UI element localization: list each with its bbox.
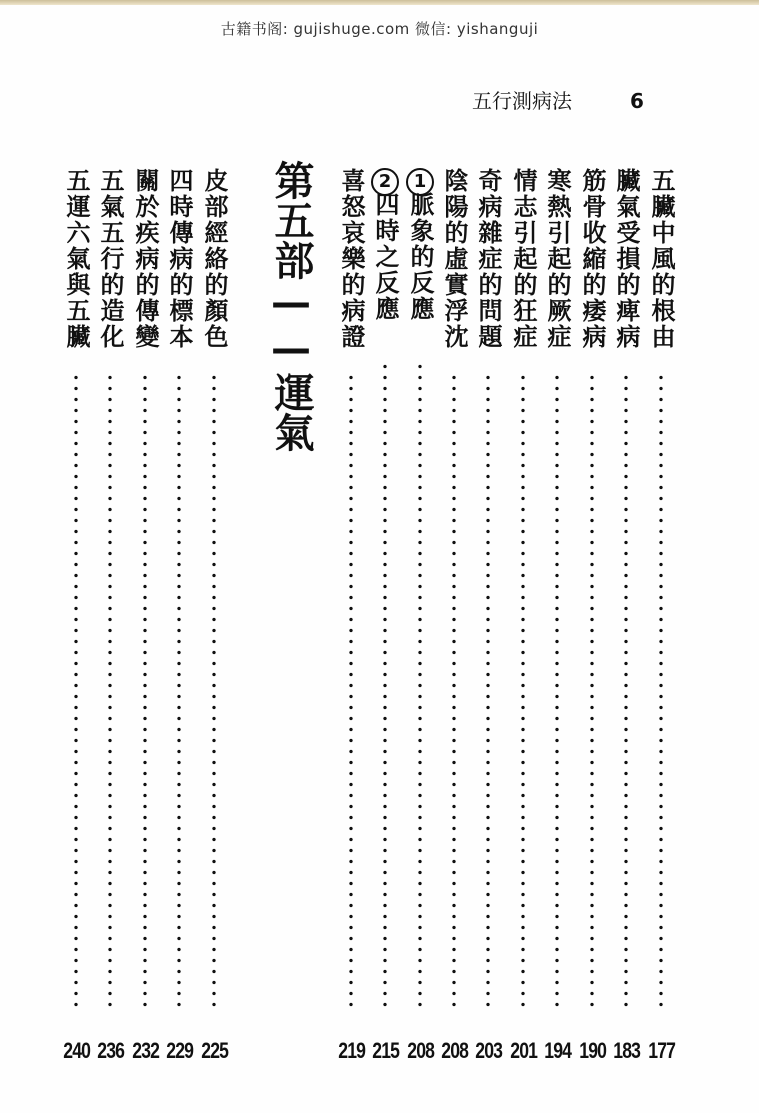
- dot-leader: [555, 372, 559, 1010]
- part-heading: 第五部——運氣: [268, 160, 314, 452]
- toc-entry-title: 關於疾病的傳變: [131, 168, 159, 350]
- toc-entry-page: 236: [97, 1038, 125, 1063]
- toc-entry[interactable]: [610, 168, 642, 1068]
- watermark: 古籍书阁: gujishuge.com 微信: yishanguji: [220, 20, 539, 38]
- toc-entry[interactable]: [404, 168, 436, 1068]
- dot-leader: [659, 372, 663, 1010]
- page-number: 6: [630, 89, 644, 113]
- dot-leader: [418, 358, 422, 1010]
- toc-entry-title: 臟氣受損的痺病: [612, 168, 640, 350]
- dot-leader: [521, 372, 525, 1010]
- toc-entry-page: 183: [613, 1038, 641, 1063]
- toc-entry-title: 筋骨收縮的痿病: [578, 168, 606, 350]
- toc-entry[interactable]: [60, 168, 92, 1068]
- toc-entry[interactable]: [507, 168, 539, 1068]
- toc-entry-page: 201: [510, 1038, 538, 1063]
- toc-entry-title: 四時傳病的標本: [165, 168, 193, 350]
- toc-entry-title: 皮部經絡的顏色: [200, 168, 228, 350]
- toc-entry-page: 208: [441, 1038, 469, 1063]
- dot-leader: [177, 372, 181, 1010]
- circled-number-marker: 2: [371, 168, 399, 196]
- toc-entry-title: 陰陽的虛實浮沈: [440, 168, 468, 350]
- toc-entry-page: 219: [338, 1038, 366, 1063]
- toc-entry-page: 203: [475, 1038, 503, 1063]
- toc-entry-title: 五運六氣與五臟: [62, 168, 90, 350]
- dot-leader: [624, 372, 628, 1010]
- toc-entry-title: 五臟中風的根由: [647, 168, 675, 350]
- toc-entry-page: 225: [201, 1038, 229, 1063]
- toc-entry-title: 脈象的反應: [406, 192, 434, 322]
- toc-entry-title: 奇病雜症的問題: [474, 168, 502, 350]
- dot-leader: [74, 372, 78, 1010]
- toc-entry-page: 190: [579, 1038, 607, 1063]
- toc-entry[interactable]: [198, 168, 230, 1068]
- dot-leader: [383, 358, 387, 1010]
- running-header-title: 五行測病法: [472, 89, 572, 113]
- dot-leader: [349, 372, 353, 1010]
- dot-leader: [108, 372, 112, 1010]
- circled-number-marker: 1: [406, 168, 434, 196]
- dot-leader: [452, 372, 456, 1010]
- toc-entry-page: 208: [407, 1038, 435, 1063]
- toc-entry[interactable]: [576, 168, 608, 1068]
- dot-leader: [212, 372, 216, 1010]
- toc-entry-page: 177: [648, 1038, 676, 1063]
- toc-entry-title: 五氣五行的造化: [96, 168, 124, 350]
- toc-entry[interactable]: [94, 168, 126, 1068]
- toc-entry[interactable]: [438, 168, 470, 1068]
- toc-entry-page: 232: [132, 1038, 160, 1063]
- toc-entry[interactable]: [129, 168, 161, 1068]
- toc-entry-title: 情志引起的狂症: [509, 168, 537, 350]
- toc-entry-title: 四時之反應: [371, 192, 399, 322]
- toc-entry-page: 240: [63, 1038, 91, 1063]
- toc-entry[interactable]: [369, 168, 401, 1068]
- dot-leader: [486, 372, 490, 1010]
- dot-leader: [143, 372, 147, 1010]
- toc-entry[interactable]: [541, 168, 573, 1068]
- top-border: [0, 0, 759, 5]
- toc-entry[interactable]: [335, 168, 367, 1068]
- toc-entry[interactable]: [163, 168, 195, 1068]
- dot-leader: [590, 372, 594, 1010]
- toc-entry[interactable]: [472, 168, 504, 1068]
- toc-entry-page: 229: [166, 1038, 194, 1063]
- toc-entry[interactable]: [645, 168, 677, 1068]
- toc-entry-page: 194: [544, 1038, 572, 1063]
- toc-entry-title: 喜怒哀樂的病證: [337, 168, 365, 350]
- toc-entry-page: 215: [372, 1038, 400, 1063]
- toc-entry-title: 寒熱引起的厥症: [543, 168, 571, 350]
